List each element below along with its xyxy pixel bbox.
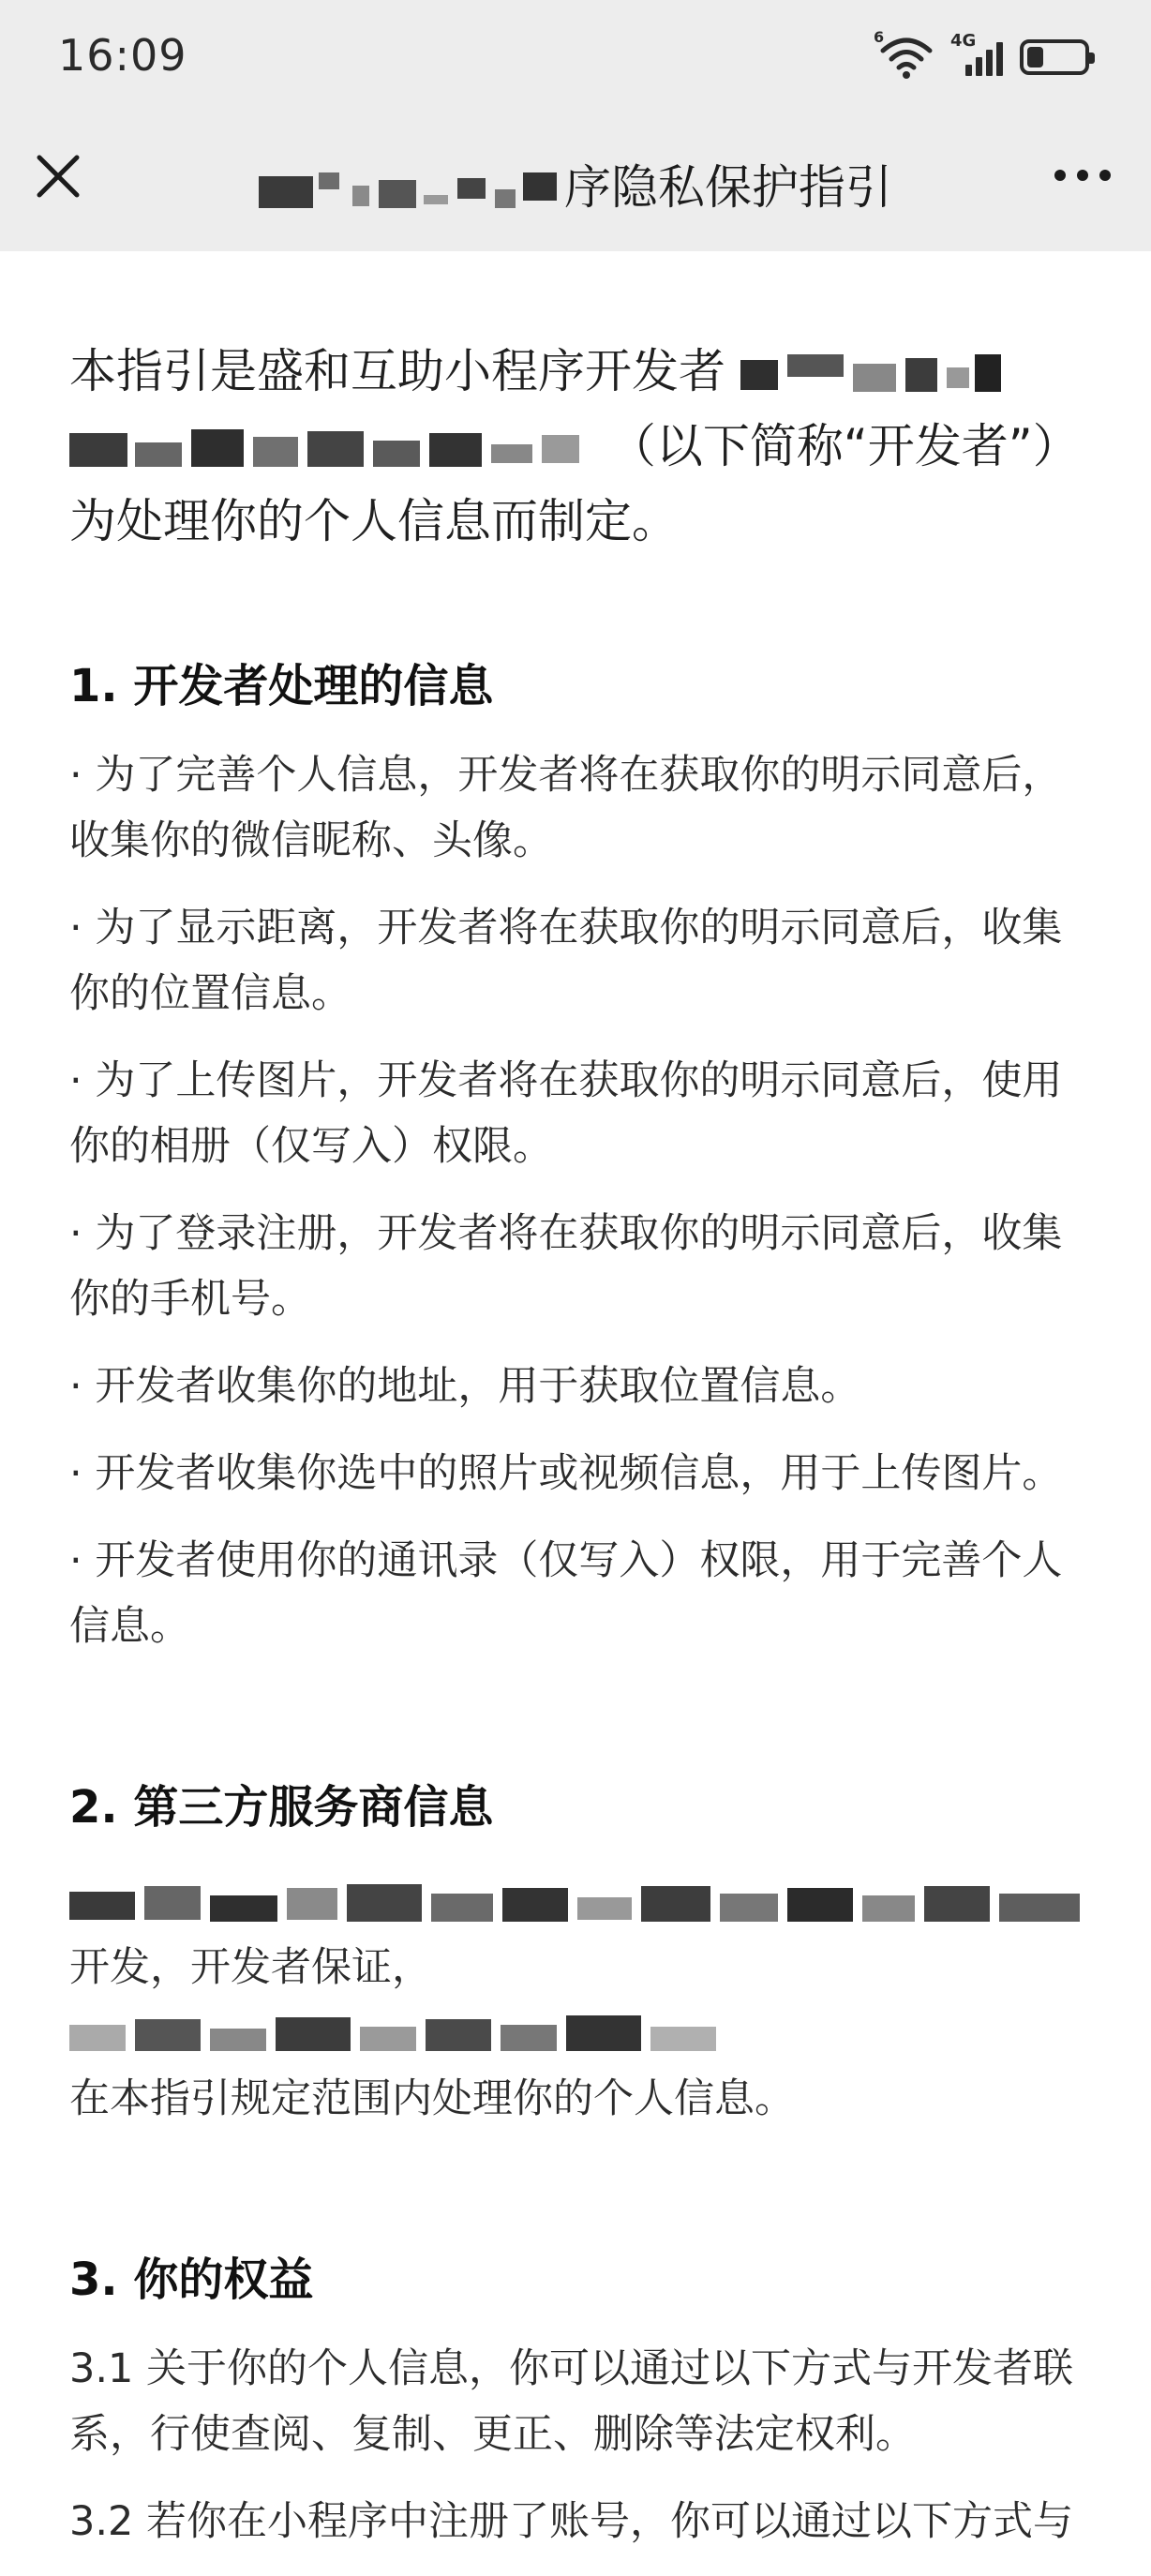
navigation-bar — [0, 112, 1151, 251]
section-heading-info: 1. 开发者处理的信息 — [69, 660, 494, 712]
list-item: · 开发者使用你的通讯录（仅写入）权限，用于完善个人信息。 — [69, 1537, 1063, 1650]
status-time: 16:09 — [58, 30, 187, 81]
more-dot — [1054, 170, 1066, 181]
battery-icon — [1020, 39, 1089, 75]
cellular-signal-icon — [950, 31, 1003, 76]
third-party-text-line3: 在本指引规定范围内处理你的个人信息。 — [69, 2075, 795, 2122]
third-party-paragraph — [69, 1869, 1093, 2132]
redacted-third-party-clause — [69, 2015, 725, 2057]
list-item: · 开发者收集你选中的照片或视频信息，用于上传图片。 — [69, 1450, 1063, 1497]
more-icon[interactable] — [1048, 161, 1117, 189]
intro-paragraph — [69, 334, 1093, 559]
close-icon[interactable] — [34, 152, 82, 201]
section-heading-rights: 3. 你的权益 — [69, 2254, 314, 2306]
top-area — [0, 0, 1151, 251]
list-item: · 开发者收集你的地址，用于获取位置信息。 — [69, 1363, 861, 1410]
redacted-developer-name — [740, 354, 1003, 396]
list-item: · 为了显示距离，开发者将在获取你的明示同意后，收集你的位置信息。 — [69, 905, 1063, 1017]
more-dot — [1077, 170, 1088, 181]
privacy-content — [69, 251, 1093, 2576]
page-title — [225, 150, 926, 217]
status-icons — [874, 28, 1089, 82]
more-dot — [1099, 170, 1111, 181]
page-title-text: 序隐私保护指引 — [564, 160, 892, 215]
wifi-label: 6 — [874, 28, 885, 46]
redacted-title-prefix — [259, 172, 559, 210]
list-item: 3.1 关于你的个人信息，你可以通过以下方式与开发者联系，行使查阅、复制、更正、删除等法定权利。 — [69, 2345, 1074, 2458]
redacted-third-party-line — [69, 1884, 1091, 1925]
rights-list — [69, 2336, 1093, 2554]
network-type-label: 4G — [950, 31, 977, 51]
info-item-list — [69, 742, 1093, 1659]
battery-level — [1027, 47, 1043, 67]
third-party-text-line2: 开发，开发者保证， — [69, 1944, 432, 1991]
intro-text-part1: 本指引是盛和互助小程序开发者 — [69, 344, 725, 398]
wifi-icon — [874, 28, 934, 81]
list-item: · 为了上传图片，开发者将在获取你的明示同意后，使用你的相册（仅写入）权限。 — [69, 1057, 1063, 1170]
intro-text-part2: （以下简称“开发者”）为处理你的个人信息而制定。 — [69, 419, 1080, 548]
redacted-company-name — [69, 429, 594, 471]
list-item: · 为了登录注册，开发者将在获取你的明示同意后，收集你的手机号。 — [69, 1210, 1063, 1323]
list-item: 3.2 若你在小程序中注册了账号，你可以通过以下方式与 — [69, 2498, 1074, 2545]
section-heading-third-party: 2. 第三方服务商信息 — [69, 1781, 494, 1834]
list-item: · 为了完善个人信息，开发者将在获取你的明示同意后，收集你的微信昵称、头像。 — [69, 752, 1063, 864]
status-bar — [0, 0, 1151, 112]
